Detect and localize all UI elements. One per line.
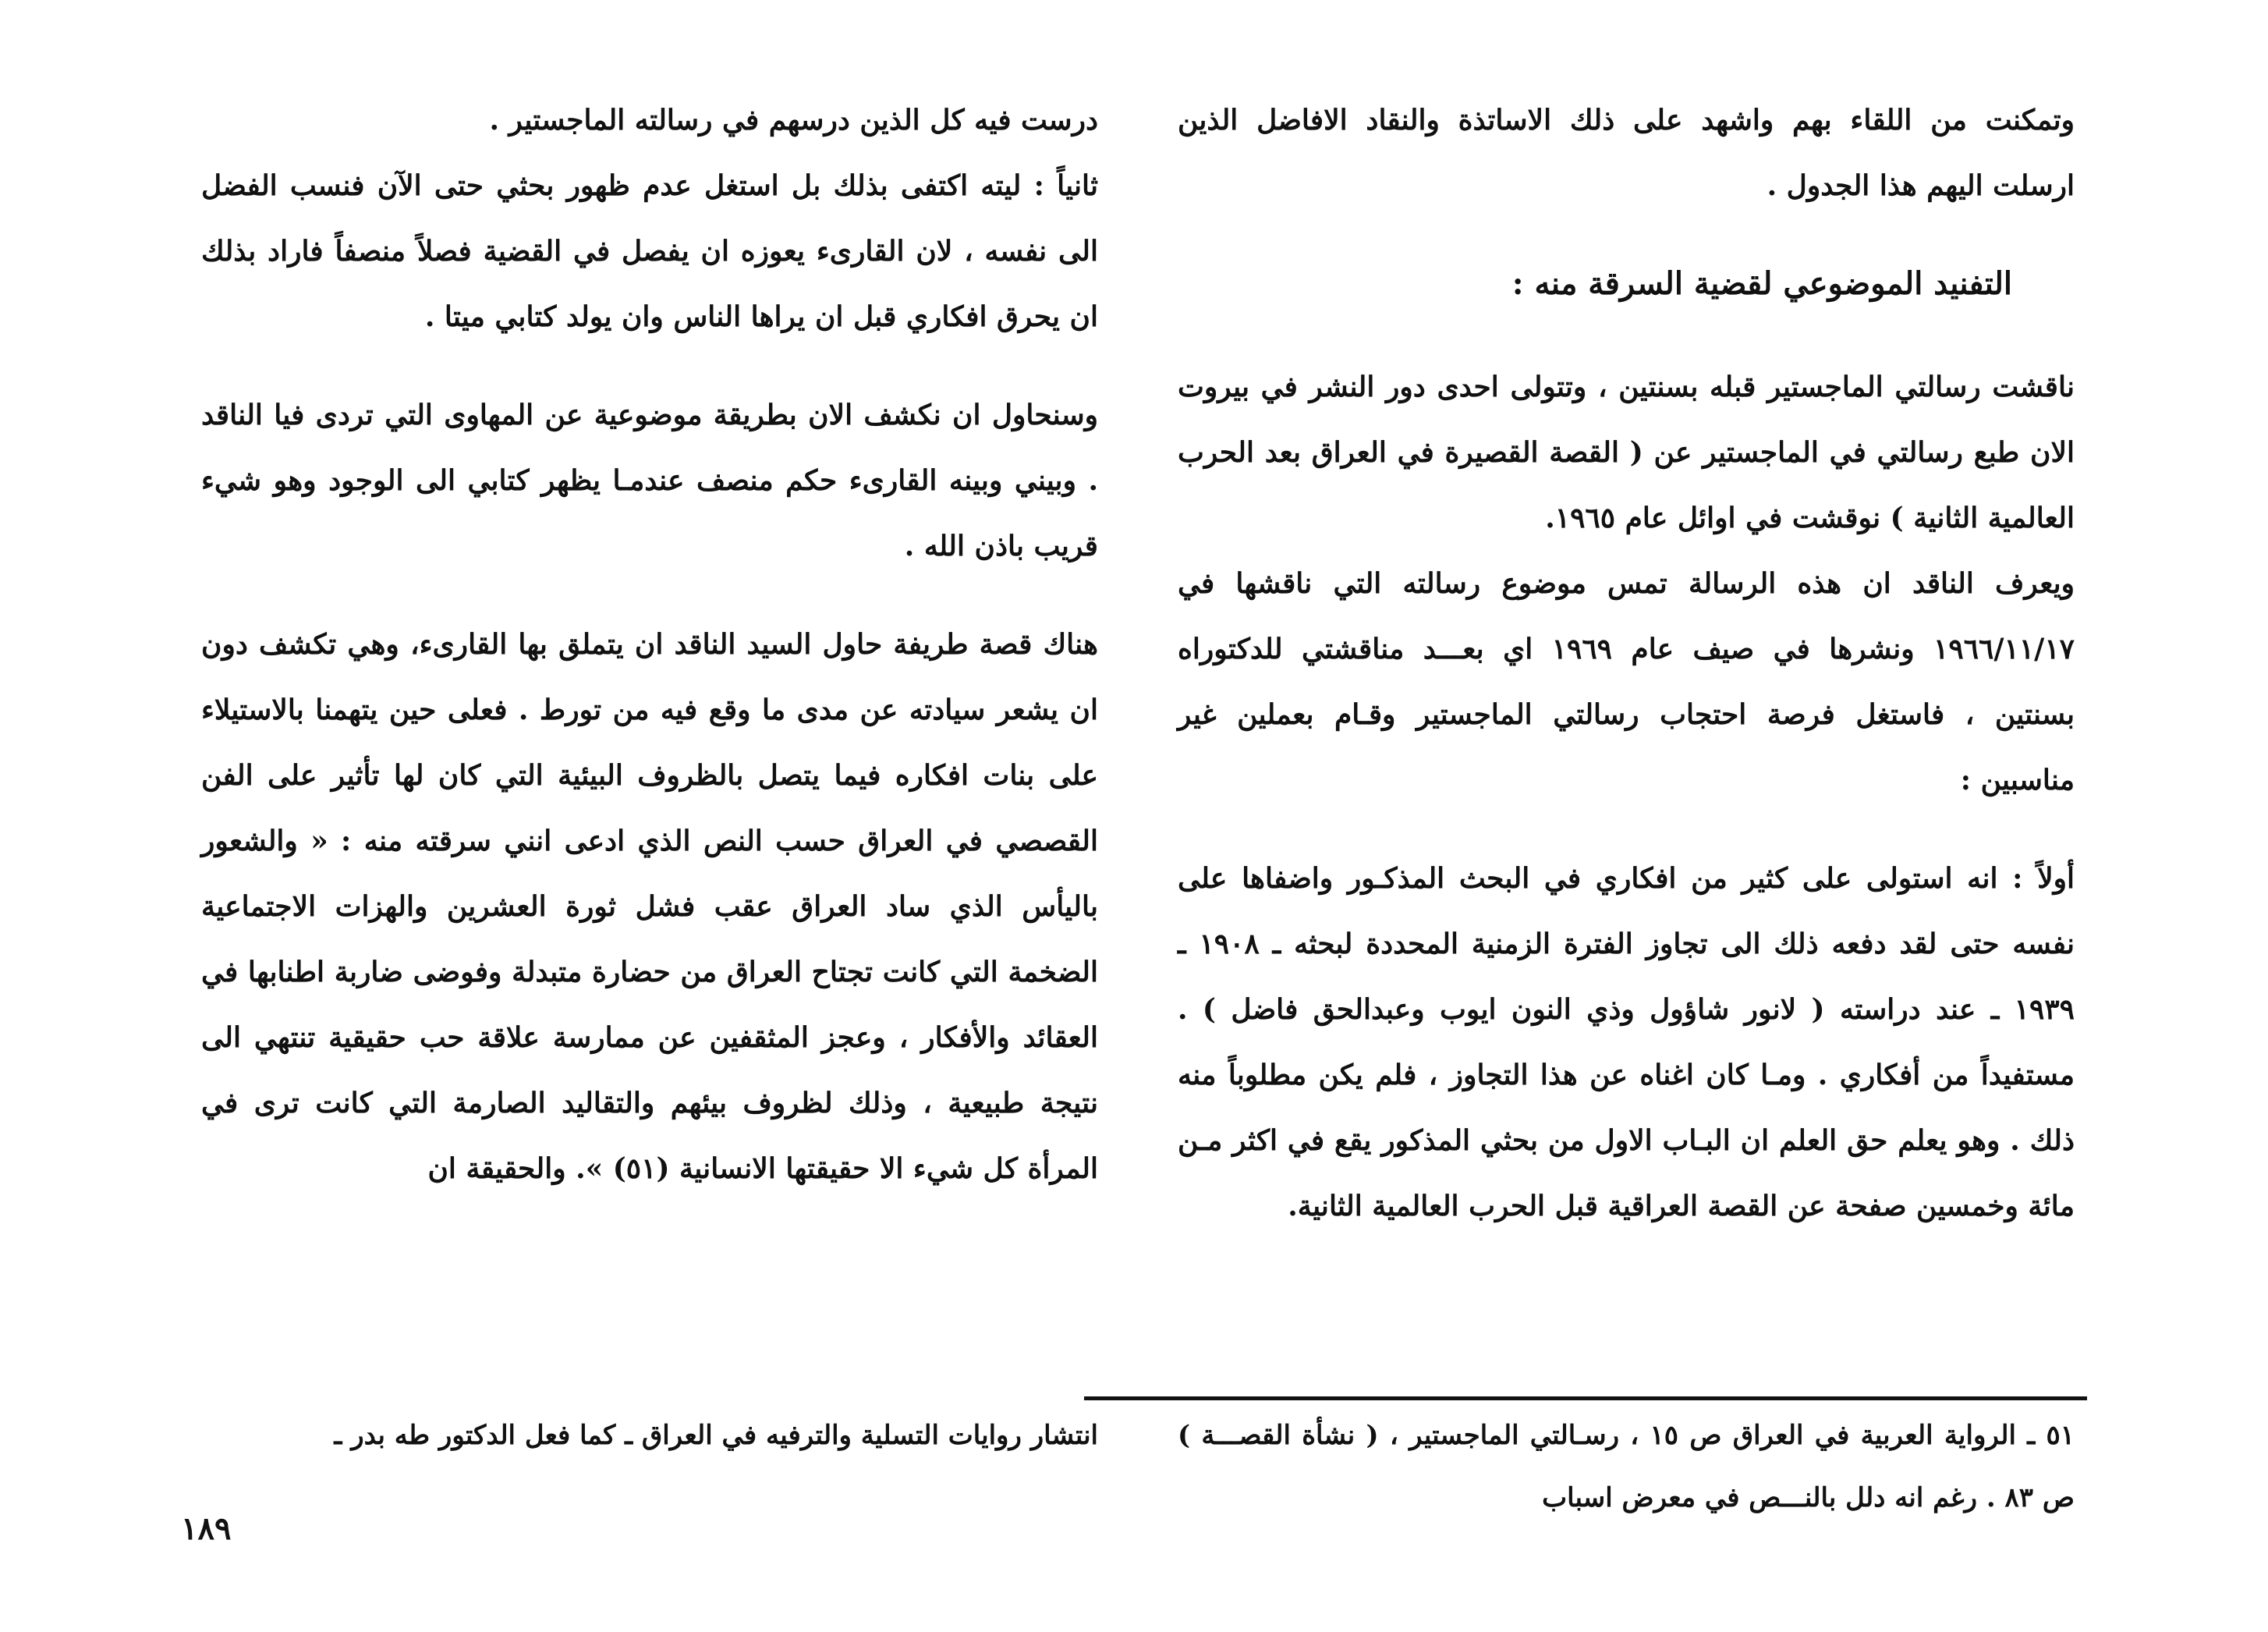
right-intro-paragraph: وتمكنت من اللقاء بهم واشهد على ذلك الاساتذة والنقاد الافاضل الذين ارسلت اليهم هذا الجدول . xyxy=(1178,104,2075,202)
footnote-left: انتشار روايات التسلية والترفيه في العراق ـ كما فعل الدكتور طه بدر ـ xyxy=(334,1420,1098,1451)
left-column xyxy=(201,87,1098,1201)
left-paragraph-1: درست فيه كل الذين درسهم في رسالته الماجستير . xyxy=(489,104,1098,137)
right-paragraph-3: أولاً : انه استولى على كثير من افكاري في البحث المذكـور واضفاها على نفسه حتى لقد دفعه ذلك الى تجاوز الفترة الزمنية المحددة لبحثه ـ ١٩٠٨ ـ ١٩٣٩ ـ عند دراسته ( لانور شاؤول وذي النون ايوب وعبدالحق فاضل ) . مستفيداً من أفكاري . ومـا كان اغناه عن هذا التجاوز ، فلم يكن مطلوباً منه ذلك . وهو يعلم حق العلم ان البـاب الاول من بحثي المذكور يقع في اكثر مـن مائة وخمسين صفحة عن القصة العراقية قبل الحرب العالمية الثانية. xyxy=(1178,862,2075,1222)
left-paragraph-4: هناك قصة طريفة حاول السيد الناقد ان يتملق بها القارىء، وهي تكشف دون ان يشعر سيادته عن مدى ما وقع فيه من تورط . فعلى حين يتهمنا بالاستيلاء على بنات افكاره فيما يتصل بالظروف البيئية التي كان لها تأثير على الفن القصصي في العراق حسب النص الذي ادعى انني سرقته منه : « والشعور باليأس الذي ساد العراق عقب فشل ثورة العشرين والهزات الاجتماعية الضخمة التي كانت تجتاح العراق من حضارة متبدلة وفوضى ضاربة اطنابها في العقائد والأفكار ، وعجز المثقفين عن ممارسة علاقة حب حقيقية تنتهي الى نتيجة طبيعية ، وذلك لظروف بيئهم والتقاليد الصارمة التي كانت ترى في المرأة كل شيء الا حقيقتها الانسانية (٥١) ». والحقيقة ان xyxy=(201,628,1098,1185)
right-paragraph-1: ناقشت رسالتي الماجستير قبله بسنتين ، وتتولى احدى دور النشر في بيروت الان طبع رسالتي في الماجستير عن ( القصة القصيرة في العراق بعد الحرب العالمية الثانية ) نوقشت في اوائل عام ١٩٦٥. xyxy=(1178,371,2075,534)
right-paragraph-2: ويعرف الناقد ان هذه الرسالة تمس موضوع رسالته التي ناقشها في ١٩٦٦/١١/١٧ ونشرها في صيف عام ١٩٦٩ اي بعـــد مناقشتي للدكتوراه بسنتين ، فاستغل فرصة احتجاب رسالتي الماجستير وقـام بعملين غير مناسبين : xyxy=(1178,567,2075,796)
left-paragraph-3: وسنحاول ان نكشف الان بطريقة موضوعية عن المهاوى التي تردى فيا الناقد . وبيني وبينه القارىء حكم منصف عندمـا يظهر كتابي الى الوجود وهو شيء قريب باذن الله . xyxy=(201,399,1098,562)
section-heading: التفنيد الموضوعي لقضية السرقة منه : xyxy=(1511,265,2012,302)
right-column xyxy=(1178,87,2075,1239)
footnote-divider xyxy=(1084,1396,2087,1400)
page-number: ١٨٩ xyxy=(181,1510,232,1547)
footnote-right: ٥١ ـ الرواية العربية في العراق ص ١٥ ، رسـالتي الماجستير ، ( نشأة القصـــة ) ص ٨٣ . رغم انه دلل بالنـــص في معرض اسباب xyxy=(1178,1420,2075,1513)
left-paragraph-2: ثانياً : ليته اكتفى بذلك بل استغل عدم ظهور بحثي حتى الآن فنسب الفضل الى نفسه ، لان القارىء يعوزه ان يفصل في القضية فصلاً منصفاً فاراد بذلك ان يحرق افكاري قبل ان يراها الناس وان يولد كتابي ميتا . xyxy=(201,169,1099,333)
